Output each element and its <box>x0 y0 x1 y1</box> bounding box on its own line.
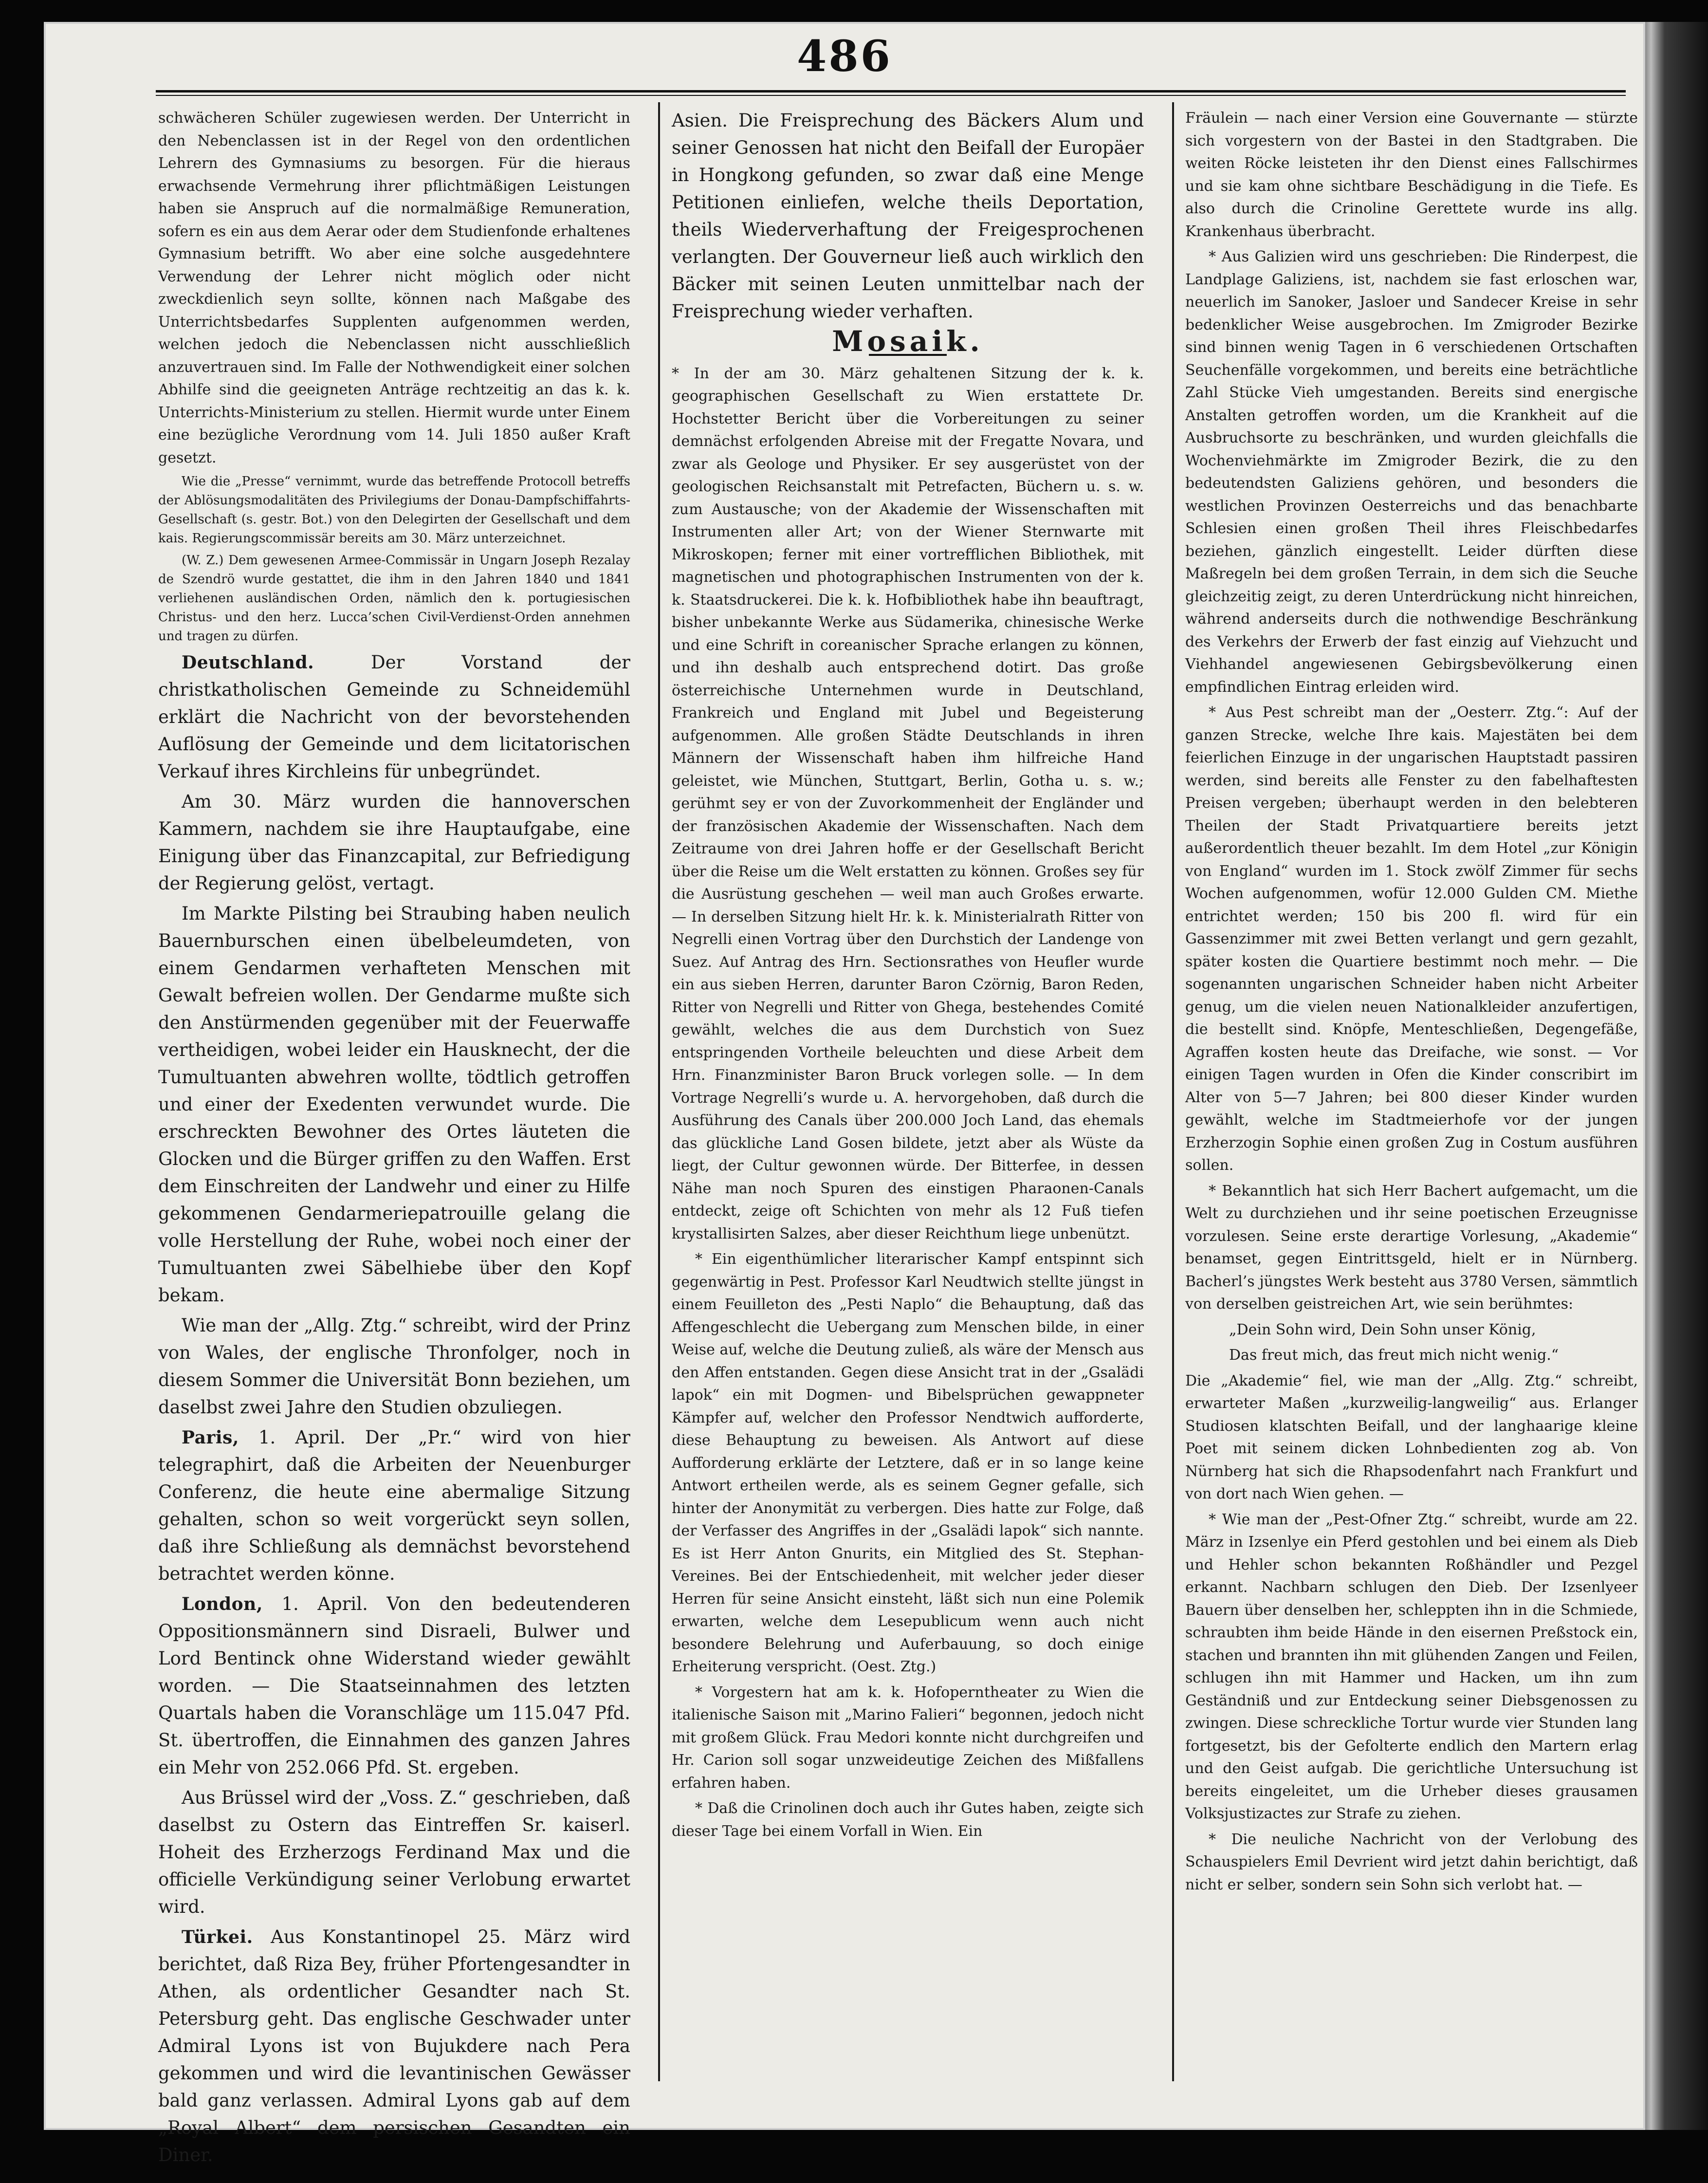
page-number: 486 <box>797 31 892 81</box>
column-divider <box>658 102 660 2081</box>
article-paragraph <box>1185 107 1638 243</box>
newspaper-page <box>44 22 1645 2165</box>
article-paragraph <box>672 363 1144 1246</box>
paragraph-text: * Aus Galizien wird uns geschrieben: Die Rinderpest, die Landplage Galiziens, ist, nachdem sie fast erloschen war, neuerlich im Sanoker, Jasloer und Sandecer Kreise in sehr bedenklicher Weise ausgebrochen. Im Zmigroder Bezirke sind binnen wenig Tagen in 6 verschiedenen Ortschaften Seuchenfälle vorgekommen, und bereits eine beträchtliche Zahl Stücke Vieh umgestanden. Bereits sind energische Anstalten getroffen worden, um die Krankheit auf die Ausbruchsorte zu beschränken, und wurden gleichfalls die Wochenviehmärkte im Zmigroder Bezirk, die zu den bedeutendsten Galiziens gehören, und besonders die westlichen Provinzen Oesterreichs und das benachbarte Schlesien einen großen Theil ihres Fleischbedarfes beziehen, gänzlich eingestellt. Leider dürften diese Maßregeln bei dem großen Terrain, in dem sich die Seuche gleichzeitig zeigt, zu deren Unterdrückung nicht hinreichen, während anderseits durch die nothwendige Beschränkung des Verkehrs der Erwerb der fast einzig auf Viehzucht und Viehhandel angewiesenen Gebirgsbevölkerung einen empfindlichen Eintrag erleiden wird. <box>1185 248 1638 696</box>
paragraph-text: * Ein eigenthümlicher literarischer Kampf entspinnt sich gegenwärtig in Pest. Professor Karl Neudtwich stellte jüngst in einem Feuilleton des „Pesti Naplo“ die Behauptung, daß das Affengeschlecht die Uebergang zum Menschen bilde, in einer Weise auf, welche die Deutung zuließ, als wäre der Mensch aus den Affen entstanden. Gegen diese Ansicht trat in der „Gsalädi lapok“ ein mit Dogmen- und Bibelsprüchen gewappneter Kämpfer auf, welcher den Professor Nendtwich aufforderte, diese Behauptung zu beweisen. Als Antwort auf diese Aufforderung erklärte der Letztere, daß er in so lange keine Antwort ertheilen werde, als es seinem Gegner gefalle, sich hinter der Anonymität zu verbergen. Dies hatte zur Folge, daß der Verfasser des Angriffes in der „Gsalädi lapok“ sich nannte. Es ist Herr Anton Gnurits, ein Mitglied des St. Stephan-Vereines. Bei der Entschiedenheit, mit welcher jeder dieser Herren für seine Ansicht einsteht, läßt sich nun eine Polemik erwarten, welche dem Lesepublicum wenn auch nicht besondere Belehrung und Auferbauung, so doch einige Erheiterung verspricht. (Oest. Ztg.) <box>672 1251 1144 1675</box>
paragraph-text: schwächeren Schüler zugewiesen werden. Der Unterricht in den Nebenclassen ist in der Regel von den ordentlichen Lehrern des Gymnasiums zu besorgen. Für die hieraus erwachsende Vermehrung ihrer pflichtmäßigen Leistungen haben sie Anspruch auf die normalmäßige Remuneration, sofern es ein aus dem Aerar oder dem Studienfonde erhaltenes Gymnasium betrifft. Wo aber eine solche ausgedehntere Verwendung der Lehrer nicht möglich oder nicht zweckdienlich seyn sollte, können nach Maßgabe des Unterrichtsbedarfes Supplenten aufgenommen werden, welchen jedoch die Nebenclassen nicht ausschließlich anzuvertrauen sind. Im Falle der Nothwendigkeit einer solchen Abhilfe sind die geeigneten Anträge rechtzeitig an das k. k. Unterrichts-Ministerium zu stellen. Hiermit wurde unter Einem eine bezügliche Verordnung vom 14. Juli 1850 außer Kraft gesetzt. <box>158 110 630 466</box>
article-paragraph <box>1185 246 1638 699</box>
article-paragraph <box>158 472 630 548</box>
dateline: Paris, <box>182 1427 239 1448</box>
paragraph-text: „Dein Sohn wird, Dein Sohn unser König, <box>1229 1321 1536 1338</box>
article-paragraph <box>158 1424 630 1588</box>
paragraph-text: * Aus Pest schreibt man der „Oesterr. Ztg.“: Auf der ganzen Strecke, welche Ihre kais. Majestäten bei dem feierlichen Einzuge in der ungarischen Hauptstadt passiren werden, sind bereits alle Fenster zu den fabelhaftesten Preisen vergeben; überhaupt werden in den belebteren Theilen der Stadt Privatquartiere bereits jetzt außerordentlich theuer bezahlt. Im dem Hotel „zur Königin von England“ wurden im 1. Stock zwölf Zimmer für sechs Wochen aufgenommen, wofür 12.000 Gulden CM. Miethe entrichtet werden; 150 bis 200 fl. wird für ein Gassenzimmer mit zwei Betten verlangt und gern gezahlt, später kosten die Quartiere bestimmt noch mehr. — Die sogenannten ungarischen Schneider haben nicht Arbeiter genug, um die vielen neuen Nationalkleider anzufertigen, die bestellt sind. Knöpfe, Menteschließen, Degengefäße, Agraffen kosten heute das Dreifache, wie sonst. — Vor einigen Tagen wurden in Ofen die Kinder conscribirt im Alter von 5—7 Jahren; bei 800 dieser Kinder wurden gewählt, welche im Stadtmeierhofe vor der jungen Erzherzogin Sophie einen großen Zug in Costum ausführen sollen. <box>1185 704 1638 1174</box>
article-paragraph <box>158 1591 630 1781</box>
article-paragraph <box>158 788 630 897</box>
article-paragraph <box>1185 1509 1638 1826</box>
article-paragraph <box>1185 702 1638 1177</box>
paragraph-text: Das freut mich, das freut mich nicht wenig.“ <box>1229 1347 1559 1364</box>
article-paragraph <box>158 1784 630 1921</box>
paragraph-text: Im Markte Pilsting bei Straubing haben neulich Bauernburschen einen übelbeleumdeten, von einem Gendarmen verhafteten Menschen mit Gewalt befreien wollen. Der Gendarme mußte sich den Anstürmenden gegenüber mit der Feuerwaffe vertheidigen, wobei leider ein Hausknecht, der die Tumultuanten abwehren wollte, tödtlich getroffen und einer der Exedenten verwundet wurde. Die erschreckten Bewohner des Ortes läuteten die Glocken und die Bürger griffen zu den Waffen. Erst dem Einschreiten der Landwehr und einer zu Hilfe gekommenen Gendarmeriepatrouille gelang die volle Herstellung der Ruhe, wobei noch einer der Tumultuanten zwei Säbelhiebe über den Kopf bekam. <box>158 903 630 1306</box>
paragraph-text: Der Vorstand der christkatholischen Gemeinde zu Schneidemühl erklärt die Nachricht von der bevorstehenden Auflösung der Gemeinde und dem licitatorischen Verkauf ihres Kirchleins für unbegründet. <box>158 652 630 782</box>
article-paragraph <box>672 1248 1144 1679</box>
article-paragraph <box>672 1797 1144 1843</box>
paragraph-text: Wie man der „Allg. Ztg.“ schreibt, wird der Prinz von Wales, der englische Thronfolger, noch in diesem Sommer die Universität Bonn beziehen, um daselbst zwei Jahre den Studien obzuliegen. <box>158 1315 630 1418</box>
dateline: London, <box>182 1594 263 1614</box>
article-paragraph <box>158 1312 630 1421</box>
paragraph-text: * Die neuliche Nachricht von der Verlobung des Schauspielers Emil Devrient wird jetzt dahin berichtigt, daß nicht er selber, sondern sein Sohn sich verlobt hat. — <box>1185 1831 1638 1893</box>
paragraph-text: * Bekanntlich hat sich Herr Bachert aufgemacht, um die Welt zu durchziehen und ihr seine poetischen Erzeugnisse vorzulesen. Seine erste derartige Vorlesung, „Akademie“ benamset, gegen Eintrittsgeld, hielt er in Nürnberg. Bacherl’s jüngstes Werk besteht aus 3780 Versen, sämmtlich von derselben geistreichen Art, wie sein berühmtes: <box>1185 1182 1638 1313</box>
article-paragraph <box>1185 1180 1638 1316</box>
column-right <box>1185 107 1638 2030</box>
column-left <box>158 107 630 2165</box>
article-paragraph <box>1185 1829 1638 1897</box>
paragraph-text: (W. Z.) Dem gewesenen Armee-Commissär in Ungarn Joseph Rezalay de Szendrö wurde gestattet, die ihm in den Jahren 1840 und 1841 verliehenen ausländischen Orden, nämlich den k. portugiesischen Christus- und den herz. Lucca’schen Civil-Verdienst-Orden annehmen und tragen zu dürfen. <box>158 553 630 644</box>
column-middle <box>672 107 1144 2030</box>
article-paragraph <box>158 551 630 646</box>
paragraph-text: Aus Brüssel wird der „Voss. Z.“ geschrieben, daß daselbst zu Ostern das Eintreffen Sr. kaiserl. Hoheit des Erzherzogs Ferdinand Max und die officielle Verkündigung seiner Verlobung erwartet wird. <box>158 1787 630 1917</box>
paragraph-text: Fräulein — nach einer Version eine Gouvernante — stürzte sich vorgestern von der Bastei in den Stadtgraben. Die weiten Röcke leisteten ihr den Dienst eines Fallschirmes und sie kam ohne sichtbare Beschädigung in die Tiefe. Es also durch die Crinoline Gerettete wurde ins allg. Krankenhaus überbracht. <box>1185 110 1638 240</box>
article-paragraph <box>1185 1344 1638 1367</box>
paragraph-text: Wie die „Presse“ vernimmt, wurde das betreffende Protocoll betreffs der Ablösungsmodalitäten des Privilegiums der Donau-Dampfschiffahrts-Gesellschaft (s. gestr. Bot.) von den Delegirten der Gesellschaft und dem kais. Regierungscommissär bereits am 30. März unterzeichnet. <box>158 474 630 546</box>
paragraph-text: 1. April. Von den bedeutenderen Oppositionsmännern sind Disraeli, Bulwer und Lord Bentinck ohne Widerstand wieder gewählt worden. — Die Staatseinnahmen des letzten Quartals haben die Voranschläge um 115.047 Pfd. St. übertroffen, die Einnahmen des ganzen Jahres ein Mehr von 252.066 Pfd. St. ergeben. <box>158 1593 630 1778</box>
paragraph-text: * Daß die Crinolinen doch auch ihr Gutes haben, zeigte sich dieser Tage bei einem Vorfall in Wien. Ein <box>672 1800 1144 1840</box>
dateline: Deutschland. <box>182 652 314 673</box>
paragraph-text: Die „Akademie“ fiel, wie man der „Allg. Ztg.“ schreibt, erwarteter Maßen „kurzweilig-langweilig“ aus. Erlanger Studiosen klatschten Beifall, und der langhaarige kleine Poet mit seinem dicken Lohnbedienten zog ab. Von Nürnberg hat sich die Rhapsodenfahrt nach Frankfurt und von dort nach Wien gehen. — <box>1185 1372 1638 1502</box>
paragraph-text: * Vorgestern hat am k. k. Hofoperntheater zu Wien die italienische Saison mit „Marino Falieri“ begonnen, jedoch nicht mit großem Glück. Frau Medori konnte nicht durchgreifen und Hr. Carion soll sogar unzweideutige Zeichen des Mißfallens erfahren haben. <box>672 1684 1144 1792</box>
article-paragraph <box>1185 1319 1638 1342</box>
asia-paragraph: Asien. Die Freisprechung des Bäckers Alum und seiner Genossen hat nicht den Beifall der Europäer in Hongkong gefunden, so zwar daß eine Menge Petitionen einliefen, welche theils Deportation, theils Wiederverhaftung der Freigesprochenen verlangten. Der Gouverneur ließ auch wirklich den Bäcker mit seinen Leuten unmittelbar nach der Freisprechung wieder verhaften. <box>672 110 1144 322</box>
article-paragraph <box>158 1924 630 2169</box>
column-divider <box>1172 102 1174 2081</box>
paragraph-text: Am 30. März wurden die hannoverschen Kammern, nachdem sie ihre Hauptaufgabe, eine Einigung über das Finanzcapital, zur Befriedigung der Regierung gelöst, vertagt. <box>158 791 630 894</box>
article-paragraph <box>1185 1370 1638 1506</box>
article-paragraph <box>158 649 630 785</box>
paragraph-text: Aus Konstantinopel 25. März wird berichtet, daß Riza Bey, früher Pfortengesandter in Athen, als ordentlicher Gesandter nach St. Petersburg geht. Das englische Geschwader unter Admiral Lyons ist von Bujukdere nach Pera gekommen und wird die levantinischen Gewässer bald ganz verlassen. Admiral Lyons gab auf dem „Royal Albert“ dem persischen Gesandten ein Diner. <box>158 1926 630 2165</box>
paragraph-text: * Wie man der „Pest-Ofner Ztg.“ schreibt, wurde am 22. März in Izsenlye ein Pferd gestohlen und bei einem als Dieb und Hehler schon bekannten Roßhändler und Pezgel erkannt. Nachbarn schlugen den Dieb. Der Izsenlyeer Bauern über denselben her, schleppten ihn in die Schmiede, schraubten ihm beide Hände in den eisernen Preßstock ein, stachen und brannten ihn mit glühenden Zangen und Feilen, schlugen ihn mit Hammer und Hacken, um ihn zum Geständniß und zur Entdeckung seiner Diebsgenossen zu zwingen. Diese schreckliche Tortur wurde vier Stunden lang fortgesetzt, bis der Gefolterte endlich den Martern erlag und den Geist aufgab. Die gerichtliche Untersuchung ist bereits eingeleitet, um die Urheber dieses grausamen Volksjustizactes zur Strafe zu ziehen. <box>1185 1511 1638 1822</box>
dateline: Türkei. <box>182 1927 253 1947</box>
paragraph-text: 1. April. Der „Pr.“ wird von hier telegraphirt, daß die Arbeiten der Neuenburger Conferenz, die heute eine abermalige Sitzung gehalten, schon so weit vorgerückt seyn sollen, daß ihre Schließung als demnächst bevorstehend betrachtet werden könne. <box>158 1427 630 1584</box>
header-rule <box>156 90 1626 92</box>
article-paragraph <box>158 107 630 469</box>
scan-edge <box>1645 22 1708 2130</box>
article-paragraph <box>158 900 630 1309</box>
paragraph-text: * In der am 30. März gehaltenen Sitzung der k. k. geographischen Gesellschaft zu Wien erstattete Dr. Hochstetter Bericht über die Vorbereitungen zu seiner demnächst erfolgenden Abreise mit der Fregatte Novara, und zwar als Geologe und Physiker. Er sey ausgerüstet von der geologischen Reichsanstalt mit Petrefacten, Büchern u. s. w. zum Austausche; von der Akademie der Wissenschaften mit Instrumenten aller Art; von der Wiener Sternwarte mit Mikroskopen; ferner mit einer vortrefflichen Bibliothek, mit magnetischen und photographischen Instrumenten von der k. k. Staatsdruckerei. Die k. k. Hofbibliothek habe ihn beauftragt, bisher unbekannte Werke aus Südamerika, chinesische Werke und eine Schrift in coreanischer Sprache erlangen zu können, und ihn deshalb auch entsprechend dotirt. Das große österreichische Unternehmen wurde in Deutschland, Frankreich und England mit Jubel und Begeisterung aufgenommen. Alle großen Städte Deutschlands in ihren Männern der Wissenschaft haben ihm hilfreiche Hand geleistet, wie München, Stuttgart, Berlin, Gotha u. s. w.; gerühmt sey er von der Zuvorkommenheit der Engländer und der französischen Akademie der Wissenschaften. Nach dem Zeitraume von drei Jahren hoffe er der Gesellschaft Bericht über die Reise um die Welt erstatten zu können. Großes sey für die Ausrüstung geschehen — weil man auch Großes erwarte. — In derselben Sitzung hielt Hr. k. k. Ministerialrath Ritter von Negrelli einen Vortrag über den Durchstich der Landenge von Suez. Auf Antrag des Hrn. Sectionsrathes von Heufler wurde ein aus sieben Herren, darunter Baron Czörnig, Baron Reden, Ritter von Negrelli und Ritter von Ghega, bestehendes Comité gewählt, welches die aus dem Durchstich von Suez entspringenden Vortheile beleuchten und diese Arbeit dem Hrn. Finanzminister Baron Bruck vorlegen solle. — In dem Vortrage Negrelli’s wurde u. A. hervorgehoben, daß durch die Ausführung des Canals über 200.000 Joch Land, das ehemals das glückliche Land Gosen bildete, jetzt aber als Wüste da liegt, der Cultur gewonnen würde. Der Bitterfee, in dessen Nähe man noch Spuren des einstigen Pharaonen-Canals entdeckt, zeige oft Schichten von mehr als 12 Fuß tiefen krystallisirten Salzes, aber dieser Reichthum liege unbenützt. <box>672 365 1144 1242</box>
section-title: Mosaik. <box>832 325 984 358</box>
header-rule-thin <box>156 95 1626 96</box>
article-paragraph <box>672 1682 1144 1795</box>
